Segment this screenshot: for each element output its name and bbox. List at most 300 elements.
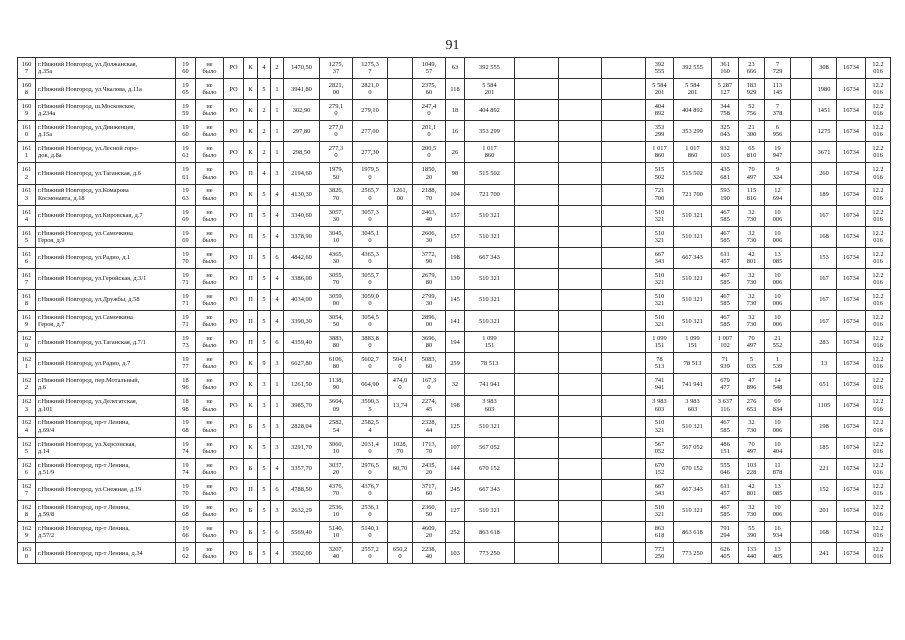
cell-works-cost: 467 585 [712, 205, 739, 226]
cell-residential-area: 5140,1 0 [353, 522, 388, 543]
cell-residents: 198 [446, 247, 465, 268]
cell-unit-cost: 152 [812, 479, 837, 500]
cell-residents: 125 [446, 416, 465, 437]
table-row [18, 142, 891, 163]
cell-residents: 144 [446, 458, 465, 479]
cell-federal-funds [515, 58, 559, 79]
cell-management-type: РО [224, 479, 244, 500]
cell-federal-funds [515, 500, 559, 521]
cell-residents: 127 [446, 500, 465, 521]
table-row [18, 311, 891, 332]
cell-owner-funds: 510 321 [646, 416, 674, 437]
cell-premises-area: 277,3 0 [320, 142, 353, 163]
cell-row-id: 162 0 [18, 332, 36, 353]
cell-residents: 118 [446, 79, 465, 100]
table-row [18, 395, 891, 416]
cell-limit-cost: 16734 [837, 353, 866, 374]
cell-management-type: РО [224, 416, 244, 437]
cell-other-cost [791, 522, 812, 543]
cell-floors: 5 [258, 522, 271, 543]
cell-regional-funds [559, 479, 602, 500]
cell-entrances: 6 [271, 332, 284, 353]
cell-residential-area: 2976,5 0 [353, 458, 388, 479]
cell-federal-funds [515, 100, 559, 121]
cell-total-cost: 510 321 [674, 500, 712, 521]
cell-address: г.Нижний Новгород, пр-т Ленина, д.51/9 [36, 458, 176, 479]
cell-unit-cost: 167 [812, 311, 837, 332]
cell-repair-cost: 392 555 [465, 58, 515, 79]
cell-last-overhaul: не было [196, 416, 224, 437]
cell-construction-year: 19 70 [176, 247, 196, 268]
cell-premises-area: 3883, 80 [320, 332, 353, 353]
cell-address: г.Нижний Новгород, ул.Лесной горо- док, д.8а [36, 142, 176, 163]
cell-residents: 157 [446, 205, 465, 226]
cell-residents: 104 [446, 184, 465, 205]
cell-regional-funds [559, 353, 602, 374]
cell-total-area: 3390,30 [284, 311, 320, 332]
cell-residential-area: 3883,8 0 [353, 332, 388, 353]
cell-total-area: 2194,60 [284, 163, 320, 184]
cell-total-area: 3386,00 [284, 268, 320, 289]
cell-address: г.Нижний Новгород, ш.Московское, д.234а [36, 100, 176, 121]
cell-total-cost: 78 513 [674, 353, 712, 374]
cell-entrances: 1 [271, 100, 284, 121]
cell-local-funds [602, 458, 646, 479]
cell-total-cost: 510 321 [674, 416, 712, 437]
cell-owner-funds: 78 513 [646, 353, 674, 374]
cell-repair-cost: 721 700 [465, 184, 515, 205]
cell-row-id: 162 7 [18, 479, 36, 500]
cell-design-cost: 5 035 [739, 353, 765, 374]
cell-owner-funds: 404 892 [646, 100, 674, 121]
cell-construction-year: 19 77 [176, 353, 196, 374]
cell-last-overhaul: не было [196, 500, 224, 521]
cell-row-id: 160 8 [18, 79, 36, 100]
cell-wall-material: К [244, 58, 258, 79]
cell-management-type: РО [224, 353, 244, 374]
cell-design-cost: 55 390 [739, 522, 765, 543]
cell-total-cost: 353 299 [674, 121, 712, 142]
cell-total-area: 5569,40 [284, 522, 320, 543]
cell-works-cost: 486 151 [712, 437, 739, 458]
cell-residents: 245 [446, 479, 465, 500]
cell-design-cost: 42 801 [739, 247, 765, 268]
cell-owned-area: 3772, 90 [413, 247, 446, 268]
cell-completion-date: 12.2 016 [866, 79, 891, 100]
cell-management-type: РО [224, 226, 244, 247]
cell-residents: 16 [446, 121, 465, 142]
cell-address: г.Нижний Новгород, пр-т Ленина, д.69/4 [36, 416, 176, 437]
cell-management-type: РО [224, 290, 244, 311]
table-row [18, 332, 891, 353]
cell-completion-date: 12.2 016 [866, 374, 891, 395]
cell-design-cost: 21 300 [739, 121, 765, 142]
cell-residents: 252 [446, 522, 465, 543]
cell-address: г.Нижний Новгород, ул.Таганская, д.7/1 [36, 332, 176, 353]
cell-other-cost [791, 353, 812, 374]
cell-owned-area: 2360, 50 [413, 500, 446, 521]
cell-owner-funds: 510 321 [646, 268, 674, 289]
cell-residents: 194 [446, 332, 465, 353]
cell-non-residential-area: 60,70 [388, 458, 413, 479]
cell-limit-cost: 16734 [837, 332, 866, 353]
cell-federal-funds [515, 184, 559, 205]
cell-address: г.Нижний Новгород, ул.Самочкина Героя, д.9 [36, 226, 176, 247]
cell-owned-area: 2606, 30 [413, 226, 446, 247]
cell-total-cost: 567 052 [674, 437, 712, 458]
cell-limit-cost: 16734 [837, 268, 866, 289]
cell-floors: 2 [258, 142, 271, 163]
cell-total-area: 4788,50 [284, 479, 320, 500]
cell-entrances: 3 [271, 500, 284, 521]
cell-management-type: РО [224, 395, 244, 416]
cell-federal-funds [515, 543, 559, 564]
cell-floors: 5 [258, 226, 271, 247]
cell-design-cost: 32 730 [739, 500, 765, 521]
cell-limit-cost: 16734 [837, 500, 866, 521]
table-row [18, 79, 891, 100]
cell-floors: 5 [258, 205, 271, 226]
cell-total-area: 4842,60 [284, 247, 320, 268]
cell-last-overhaul: не было [196, 268, 224, 289]
cell-construction-year: 19 60 [176, 58, 196, 79]
cell-floors: 5 [258, 500, 271, 521]
cell-limit-cost: 16734 [837, 58, 866, 79]
cell-unit-cost: 167 [812, 205, 837, 226]
table-row [18, 500, 891, 521]
cell-regional-funds [559, 500, 602, 521]
cell-premises-area: 1275, 37 [320, 58, 353, 79]
cell-federal-funds [515, 142, 559, 163]
cell-non-residential-area: 650,2 0 [388, 543, 413, 564]
cell-federal-funds [515, 332, 559, 353]
cell-repair-cost: 510 321 [465, 500, 515, 521]
cell-regional-funds [559, 522, 602, 543]
cell-owned-area: 4609, 20 [413, 522, 446, 543]
cell-local-funds [602, 479, 646, 500]
cell-other-cost [791, 184, 812, 205]
cell-owner-funds: 3 983 603 [646, 395, 674, 416]
cell-local-funds [602, 184, 646, 205]
cell-repair-cost: 353 299 [465, 121, 515, 142]
cell-unit-cost: 168 [812, 226, 837, 247]
cell-works-cost: 71 939 [712, 353, 739, 374]
cell-local-funds [602, 100, 646, 121]
cell-supervision-cost: 10 006 [765, 416, 791, 437]
cell-non-residential-area [388, 416, 413, 437]
cell-construction-year: 19 70 [176, 479, 196, 500]
cell-supervision-cost: 10 006 [765, 500, 791, 521]
cell-last-overhaul: не было [196, 437, 224, 458]
cell-regional-funds [559, 416, 602, 437]
cell-management-type: РО [224, 332, 244, 353]
cell-floors: 5 [258, 268, 271, 289]
cell-entrances: 4 [271, 268, 284, 289]
cell-non-residential-area [388, 163, 413, 184]
table-row [18, 374, 891, 395]
cell-row-id: 161 9 [18, 311, 36, 332]
cell-design-cost: 183 929 [739, 79, 765, 100]
cell-row-id: 161 6 [18, 247, 36, 268]
cell-design-cost: 23 666 [739, 58, 765, 79]
cell-supervision-cost: 19 947 [765, 142, 791, 163]
cell-completion-date: 12.2 016 [866, 543, 891, 564]
cell-limit-cost: 16734 [837, 543, 866, 564]
cell-wall-material: К [244, 374, 258, 395]
cell-supervision-cost: 1 539 [765, 353, 791, 374]
cell-local-funds [602, 226, 646, 247]
cell-last-overhaul: не было [196, 353, 224, 374]
cell-non-residential-area [388, 522, 413, 543]
cell-management-type: РО [224, 58, 244, 79]
cell-entrances: 6 [271, 247, 284, 268]
cell-residential-area: 2536,1 0 [353, 500, 388, 521]
cell-residents: 32 [446, 374, 465, 395]
cell-limit-cost: 16734 [837, 522, 866, 543]
cell-construction-year: 19 63 [176, 184, 196, 205]
cell-owned-area: 2274, 45 [413, 395, 446, 416]
cell-floors: 5 [258, 290, 271, 311]
cell-works-cost: 467 585 [712, 311, 739, 332]
cell-design-cost: 32 730 [739, 226, 765, 247]
cell-federal-funds [515, 479, 559, 500]
cell-unit-cost: 283 [812, 332, 837, 353]
cell-owned-area: 200,5 0 [413, 142, 446, 163]
cell-other-cost [791, 268, 812, 289]
cell-management-type: РО [224, 437, 244, 458]
cell-row-id: 162 5 [18, 437, 36, 458]
cell-completion-date: 12.2 016 [866, 458, 891, 479]
cell-limit-cost: 16734 [837, 247, 866, 268]
cell-local-funds [602, 543, 646, 564]
cell-row-id: 160 9 [18, 100, 36, 121]
cell-owned-area: 1713, 70 [413, 437, 446, 458]
cell-address: г.Нижний Новгород, ул.Радио, д.1 [36, 247, 176, 268]
table-body [18, 58, 891, 564]
cell-total-area: 1261,50 [284, 374, 320, 395]
cell-address: г.Нижний Новгород, ул.Движенцев, д.15а [36, 121, 176, 142]
cell-entrances: 1 [271, 374, 284, 395]
cell-completion-date: 12.2 016 [866, 290, 891, 311]
table-row [18, 290, 891, 311]
cell-residential-area: 3057,3 0 [353, 205, 388, 226]
cell-premises-area: 2536, 10 [320, 500, 353, 521]
cell-completion-date: 12.2 016 [866, 395, 891, 416]
cell-regional-funds [559, 374, 602, 395]
cell-local-funds [602, 79, 646, 100]
cell-total-area: 3357,70 [284, 458, 320, 479]
cell-other-cost [791, 311, 812, 332]
cell-entrances: 6 [271, 522, 284, 543]
cell-regional-funds [559, 395, 602, 416]
cell-last-overhaul: не было [196, 332, 224, 353]
cell-total-cost: 721 700 [674, 184, 712, 205]
cell-completion-date: 12.2 016 [866, 522, 891, 543]
cell-unit-cost: 13 [812, 353, 837, 374]
cell-design-cost: 42 801 [739, 479, 765, 500]
cell-owner-funds: 1 099 151 [646, 332, 674, 353]
cell-residential-area: 3590,3 5 [353, 395, 388, 416]
cell-total-cost: 667 343 [674, 247, 712, 268]
cell-address: г.Нижний Новгород, пер.Мотальный, д.6 [36, 374, 176, 395]
cell-construction-year: 19 71 [176, 290, 196, 311]
cell-regional-funds [559, 58, 602, 79]
cell-completion-date: 12.2 016 [866, 247, 891, 268]
cell-residents: 139 [446, 268, 465, 289]
cell-unit-cost: 198 [812, 416, 837, 437]
cell-residential-area: 3054,5 0 [353, 311, 388, 332]
cell-repair-cost: 5 584 201 [465, 79, 515, 100]
cell-unit-cost: 651 [812, 374, 837, 395]
cell-management-type: РО [224, 79, 244, 100]
cell-residential-area: 277,30 [353, 142, 388, 163]
cell-design-cost: 32 730 [739, 268, 765, 289]
cell-design-cost: 32 730 [739, 416, 765, 437]
cell-owned-area: 2896, 00 [413, 311, 446, 332]
cell-other-cost [791, 437, 812, 458]
cell-other-cost [791, 163, 812, 184]
cell-floors: 5 [258, 247, 271, 268]
cell-repair-cost: 404 892 [465, 100, 515, 121]
cell-total-cost: 3 983 603 [674, 395, 712, 416]
cell-owned-area: 3717, 60 [413, 479, 446, 500]
cell-limit-cost: 16734 [837, 79, 866, 100]
cell-federal-funds [515, 395, 559, 416]
cell-owned-area: 1850, 20 [413, 163, 446, 184]
cell-repair-cost: 510 321 [465, 311, 515, 332]
cell-wall-material: К [244, 353, 258, 374]
cell-floors: 5 [258, 437, 271, 458]
cell-non-residential-area [388, 142, 413, 163]
cell-management-type: РО [224, 163, 244, 184]
cell-management-type: РО [224, 268, 244, 289]
cell-residential-area: 4376,7 0 [353, 479, 388, 500]
cell-wall-material: Б [244, 458, 258, 479]
cell-residential-area: 664,90 [353, 374, 388, 395]
cell-owned-area: 2435, 20 [413, 458, 446, 479]
table-row [18, 479, 891, 500]
cell-supervision-cost: 113 145 [765, 79, 791, 100]
cell-supervision-cost: 12 694 [765, 184, 791, 205]
cell-regional-funds [559, 205, 602, 226]
cell-construction-year: 19 71 [176, 311, 196, 332]
cell-premises-area: 3059, 00 [320, 290, 353, 311]
cell-limit-cost: 16734 [837, 311, 866, 332]
cell-federal-funds [515, 268, 559, 289]
cell-design-cost: 70 497 [739, 437, 765, 458]
cell-federal-funds [515, 290, 559, 311]
cell-owned-area: 3696, 80 [413, 332, 446, 353]
cell-last-overhaul: не было [196, 479, 224, 500]
cell-entrances: 3 [271, 437, 284, 458]
cell-local-funds [602, 416, 646, 437]
cell-total-area: 1470,50 [284, 58, 320, 79]
cell-total-cost: 863 618 [674, 522, 712, 543]
cell-owner-funds: 670 152 [646, 458, 674, 479]
cell-works-cost: 791 294 [712, 522, 739, 543]
cell-address: г.Нижний Новгород, пр-т Ленина, д.59/8 [36, 500, 176, 521]
cell-row-id: 163 0 [18, 543, 36, 564]
cell-total-area: 3291,70 [284, 437, 320, 458]
cell-completion-date: 12.2 016 [866, 163, 891, 184]
cell-unit-cost: 189 [812, 184, 837, 205]
cell-unit-cost: 221 [812, 458, 837, 479]
cell-residential-area: 279,10 [353, 100, 388, 121]
cell-supervision-cost: 9 324 [765, 163, 791, 184]
cell-residents: 107 [446, 437, 465, 458]
cell-total-area: 4034,00 [284, 290, 320, 311]
cell-entrances: 4 [271, 290, 284, 311]
cell-unit-cost: 168 [812, 522, 837, 543]
cell-non-residential-area [388, 311, 413, 332]
cell-row-id: 161 8 [18, 290, 36, 311]
cell-construction-year: 19 69 [176, 205, 196, 226]
cell-unit-cost: 1451 [812, 100, 837, 121]
cell-total-cost: 515 502 [674, 163, 712, 184]
cell-premises-area: 279,1 0 [320, 100, 353, 121]
table-row [18, 353, 891, 374]
cell-supervision-cost: 10 006 [765, 226, 791, 247]
cell-limit-cost: 16734 [837, 163, 866, 184]
cell-entrances: 6 [271, 479, 284, 500]
cell-repair-cost: 863 618 [465, 522, 515, 543]
cell-management-type: РО [224, 100, 244, 121]
cell-residents: 145 [446, 290, 465, 311]
cell-floors: 5 [258, 311, 271, 332]
cell-works-cost: 325 043 [712, 121, 739, 142]
cell-other-cost [791, 500, 812, 521]
cell-total-cost: 510 321 [674, 268, 712, 289]
cell-owned-area: 201,1 0 [413, 121, 446, 142]
cell-entrances: 4 [271, 205, 284, 226]
cell-unit-cost: 185 [812, 437, 837, 458]
cell-entrances: 4 [271, 226, 284, 247]
cell-completion-date: 12.2 016 [866, 58, 891, 79]
cell-entrances: 1 [271, 121, 284, 142]
cell-management-type: РО [224, 543, 244, 564]
cell-address: г.Нижний Новгород, ул.Комарова Космонавта, д.18 [36, 184, 176, 205]
cell-total-area: 302,90 [284, 100, 320, 121]
cell-supervision-cost: 14 548 [765, 374, 791, 395]
cell-premises-area: 3045, 10 [320, 226, 353, 247]
cell-last-overhaul: не было [196, 311, 224, 332]
cell-residents: 141 [446, 311, 465, 332]
cell-row-id: 161 0 [18, 121, 36, 142]
cell-other-cost [791, 374, 812, 395]
cell-row-id: 161 2 [18, 163, 36, 184]
cell-entrances: 4 [271, 458, 284, 479]
cell-wall-material: К [244, 121, 258, 142]
cell-repair-cost: 510 321 [465, 205, 515, 226]
cell-row-id: 161 1 [18, 142, 36, 163]
cell-residents: 103 [446, 543, 465, 564]
cell-repair-cost: 1 017 860 [465, 142, 515, 163]
cell-residential-area: 2582,5 4 [353, 416, 388, 437]
cell-local-funds [602, 500, 646, 521]
cell-last-overhaul: не было [196, 142, 224, 163]
cell-completion-date: 12.2 016 [866, 268, 891, 289]
cell-non-residential-area [388, 121, 413, 142]
cell-management-type: РО [224, 374, 244, 395]
cell-design-cost: 47 896 [739, 374, 765, 395]
cell-supervision-cost: 10 006 [765, 268, 791, 289]
cell-construction-year: 19 68 [176, 416, 196, 437]
cell-regional-funds [559, 311, 602, 332]
cell-last-overhaul: не было [196, 458, 224, 479]
cell-local-funds [602, 395, 646, 416]
cell-limit-cost: 16734 [837, 416, 866, 437]
cell-wall-material: П [244, 205, 258, 226]
